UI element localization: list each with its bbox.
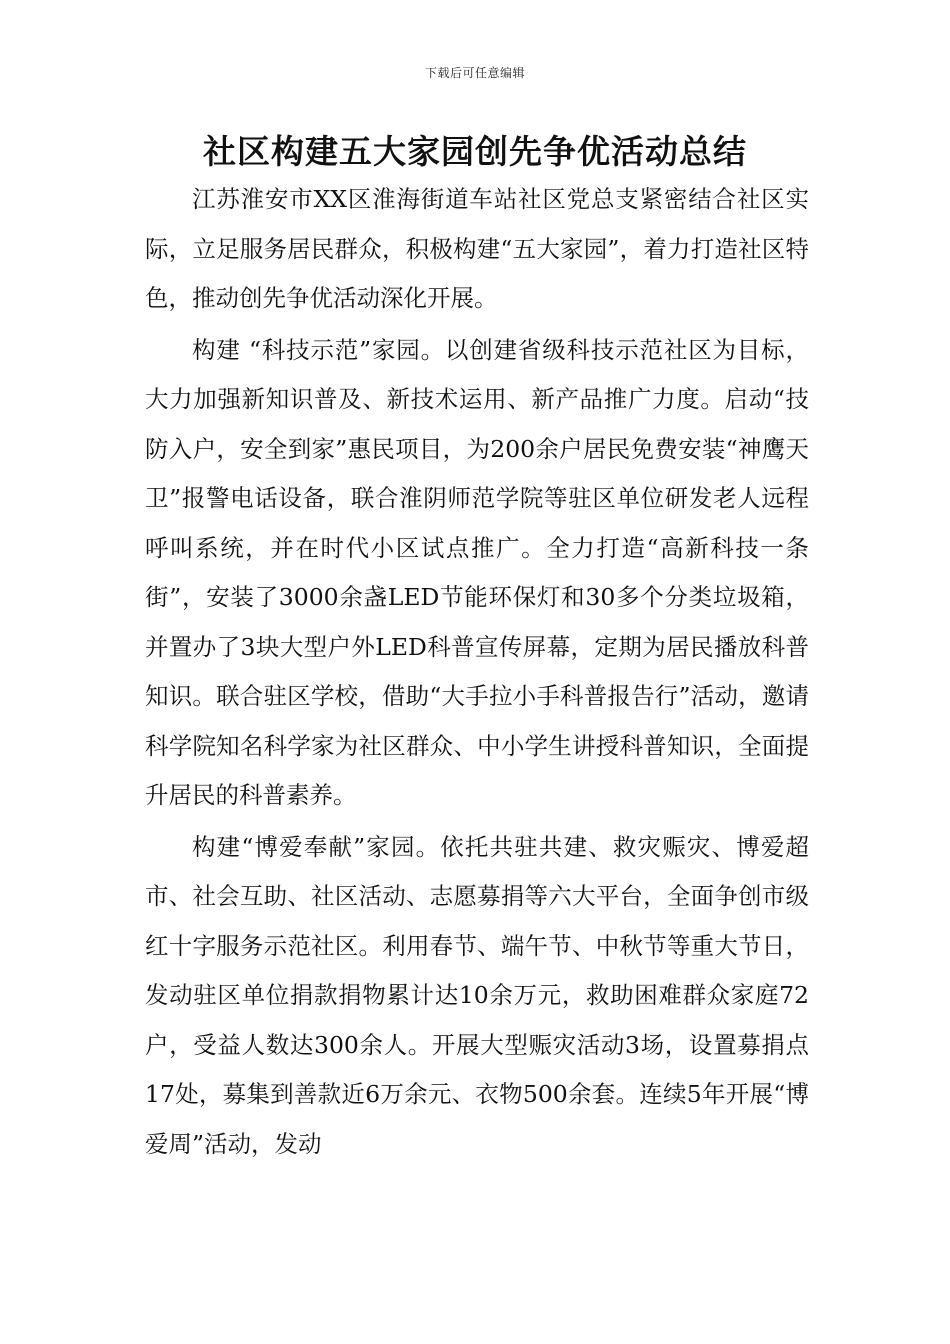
paragraph-tech-demo: 构建 “科技示范”家园。以创建省级科技示范社区为目标，大力加强新知识普及、新技术运用、新产品推广力度。启动“技防入户，安全到家”惠民项目，为200余户居民免费安装“神鹰天卫”报警电话设备，联合淮阴师范学院等驻区单位研发老人远程呼叫系统，并在时代小区试点推广。全力打造“高新科技一条街”，安装了3000余盏LED节能环保灯和30多个分类垃圾箱，并置办了3块大型户外LED科普宣传屏幕，定期为居民播放科普知识。联合驻区学校，借助“大手拉小手科普报告行”活动，邀请科学院知名科学家为社区群众、中小学生讲授科普知识，全面提升居民的科普素养。 [145,335,809,809]
header-note: 下载后可任意编辑 [424,66,525,80]
paragraph-intro: 江苏淮安市XX区淮海街道车站社区党总支紧密结合社区实际，立足服务居民群众，积极构建“五大家园”，着力打造社区特色，推动创先争优活动深化开展。 [145,185,809,312]
document-body [145,175,809,1171]
document-title: 社区构建五大家园创先争优活动总结 [203,132,747,171]
paragraph-charity: 构建“博爱奉献”家园。依托共驻共建、救灾赈灾、博爱超市、社会互助、社区活动、志愿募捐等六大平台，全面争创市级红十字服务示范社区。利用春节、端午节、中秋节等重大节日，发动驻区单位捐款捐物累计达10余万元，救助困难群众家庭72户，受益人数达300余人。开展大型赈灾活动3场，设置募捐点17处，募集到善款近6万余元、衣物500余套。连续5年开展“博爱周”活动，发动 [145,832,809,1158]
